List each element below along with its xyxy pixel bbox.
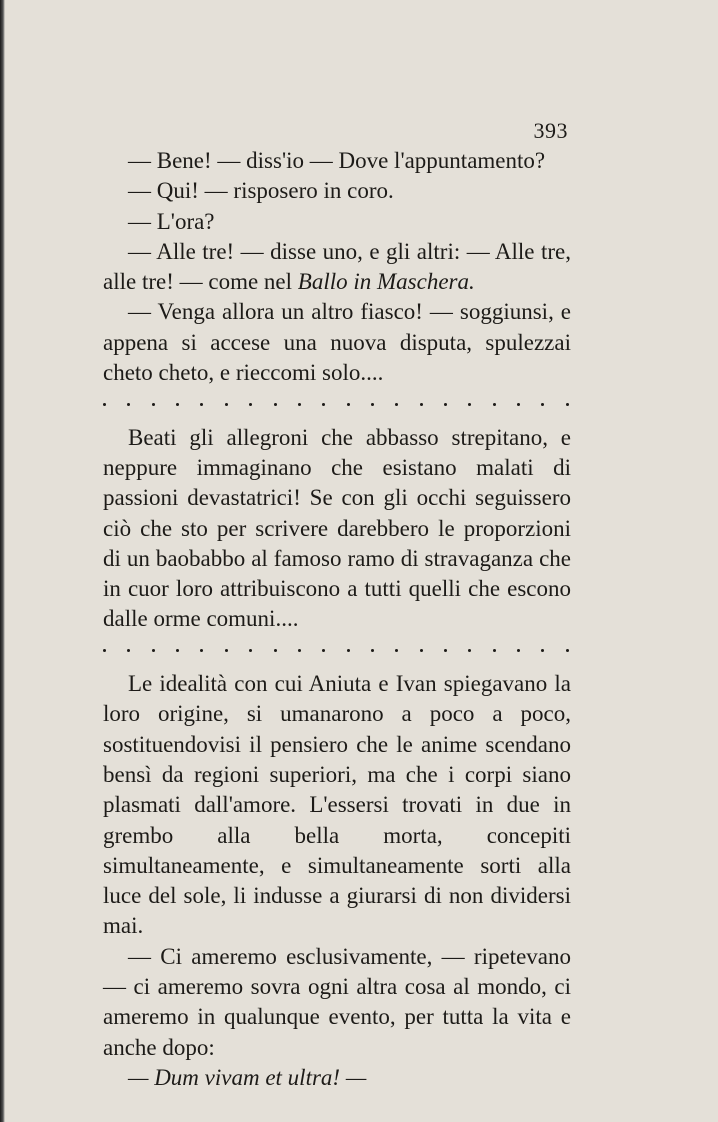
paragraph-9 — [103, 1063, 571, 1093]
paragraph-9-italic: — Dum vivam et ultra! — — [128, 1064, 367, 1090]
page-text — [103, 146, 571, 1093]
ellipsis-divider-2 — [103, 636, 571, 666]
paragraph-5: — Venga allora un altro fiasco! — soggiunsi, e appena si accese una nuova disputa, spulezzai cheto cheto, e rieccomi solo.... — [103, 299, 571, 386]
paragraph-4 — [103, 237, 571, 298]
ellipsis-divider-1 — [103, 389, 571, 419]
paragraph-3: — L'ora? — [128, 208, 215, 234]
page-number: 393 — [533, 118, 568, 143]
paragraph-4-italic: Ballo in Maschera. — [297, 269, 475, 295]
paragraph-4-text: — Alle tre! — disse uno, e gli altri: — Alle tre, alle tre! — come nel — [103, 238, 571, 295]
paragraph-2: — Qui! — risposero in coro. — [128, 178, 394, 204]
paragraph-6: Beati gli allegroni che abbasso strepitano, e neppure immaginano che esistano malati di passioni devastatrici! Se con gli occhi seguissero ciò che sto per scrivere darebbero le proporzioni di un baobabbo al famoso ramo di stravaganza che in cuor loro attribuiscono a tutti quelli che escono dalle orme comuni.... — [103, 424, 571, 632]
paragraph-7: Le idealità con cui Aniuta e Ivan spiegavano la loro origine, si umanarono a poco a poco, sostituendovisi il pensiero che le anime scendano bensì da regioni superiori, ma che i corpi siano plasmati dall'amore. L'essersi trovati in due in grembo alla bella morta, concepiti simultaneamente, e simultaneamente sorti alla luce del sole, li indusse a giurarsi di non dividersi mai. — [103, 671, 571, 939]
paragraph-8: — Ci ameremo esclusivamente, — ripetevano — ci ameremo sovra ogni altra cosa al mondo, ci ameremo in qualunque evento, per tutta la vita e anche dopo: — [103, 943, 571, 1060]
paragraph-1: — Bene! — diss'io — Dove l'appuntamento? — [128, 148, 546, 173]
